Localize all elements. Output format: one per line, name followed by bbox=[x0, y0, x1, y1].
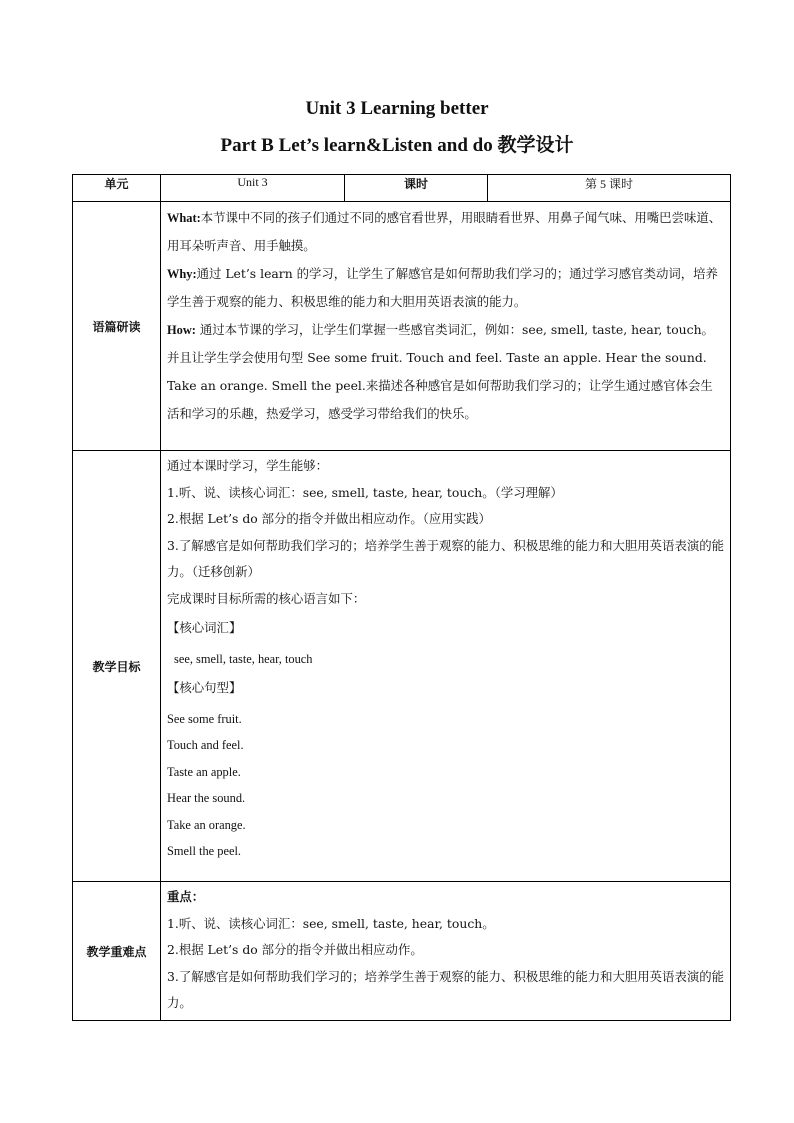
key-points-content bbox=[161, 882, 731, 1021]
why-tag: Why: bbox=[167, 267, 197, 281]
sentence-heading: 【核心句型】 bbox=[167, 680, 242, 695]
key-points-row bbox=[73, 882, 731, 1021]
sentence-4: Hear the sound. bbox=[167, 791, 246, 805]
how-tag: How: bbox=[167, 323, 196, 337]
what-text: 本节课中不同的孩子们通过不同的感官看世界，用眼睛看世界、用鼻子闻气味、用嘴巴尝味道、用耳朵听声音、用手触摸。 bbox=[167, 210, 722, 253]
why-paragraph bbox=[167, 260, 724, 316]
objective-item-3: 3.了解感官是如何帮助我们学习的；培养学生善于观察的能力、积极思维的能力和大胆用英语表演的能力。（迁移创新） bbox=[167, 537, 725, 579]
document-subtitle: Part B Let’s learn&Listen and do 教学设计 bbox=[220, 135, 574, 156]
how-text: 通过本节课的学习，让学生们掌握一些感官类词汇，例如：see, smell, taste, hear, touch。并且让学生学会使用句型 See some fruit. Touch and feel. Taste an apple. Hear the sound. Take an orange. Smell the peel.来描述各种感官是如何帮助我们学习的；让学生通过感官体会生活和学习的乐趣，热爱学习，感受学习带给我们的快乐。 bbox=[167, 322, 714, 421]
analysis-content bbox=[161, 202, 731, 451]
why-text: 通过 Let’s learn 的学习，让学生了解感官是如何帮助我们学习的；通过学习感官类动词，培养学生善于观察的能力、积极思维的能力和大胆用英语表演的能力。 bbox=[167, 266, 718, 309]
unit-label: 单元 bbox=[73, 175, 161, 202]
objective-item-2: 2.根据 Let’s do 部分的指令并做出相应动作。（应用实践） bbox=[167, 511, 491, 526]
key-point-2: 2.根据 Let’s do 部分的指令并做出相应动作。 bbox=[167, 942, 423, 957]
key-points-label: 教学重难点 bbox=[73, 882, 161, 1021]
objectives-row bbox=[73, 451, 731, 882]
vocab-list: see, smell, taste, hear, touch bbox=[174, 651, 313, 666]
sentence-2: Touch and feel. bbox=[167, 738, 244, 752]
what-tag: What: bbox=[167, 211, 201, 225]
analysis-label: 语篇研读 bbox=[73, 202, 161, 451]
sentence-6: Smell the peel. bbox=[167, 844, 241, 858]
lesson-label: 课时 bbox=[345, 175, 488, 202]
core-language-intro: 完成课时目标所需的核心语言如下： bbox=[167, 590, 366, 606]
objectives-intro: 通过本课时学习，学生能够： bbox=[167, 458, 329, 473]
sentence-3: Taste an apple. bbox=[167, 764, 241, 779]
sentence-1: See some fruit. bbox=[167, 711, 242, 726]
key-point-3: 3.了解感官是如何帮助我们学习的；培养学生善于观察的能力、积极思维的能力和大胆用英语表演的能力。 bbox=[167, 968, 725, 1010]
key-points-heading: 重点： bbox=[167, 889, 205, 904]
unit-value: Unit 3 bbox=[161, 175, 345, 202]
lesson-plan-table bbox=[72, 174, 731, 1021]
lesson-value: 第 5 课时 bbox=[488, 175, 731, 202]
objective-item-1: 1.听、说、读核心词汇：see, smell, taste, hear, touch。（学习理解） bbox=[167, 484, 563, 500]
vocab-heading: 【核心词汇】 bbox=[167, 620, 242, 635]
key-point-1: 1.听、说、读核心词汇：see, smell, taste, hear, touch。 bbox=[167, 915, 495, 931]
how-paragraph bbox=[167, 316, 724, 428]
objectives-label: 教学目标 bbox=[73, 451, 161, 882]
document-title: Unit 3 Learning better bbox=[305, 98, 489, 119]
header-row bbox=[73, 175, 731, 202]
sentence-5: Take an orange. bbox=[167, 817, 246, 832]
objectives-content bbox=[161, 451, 731, 882]
what-paragraph bbox=[167, 204, 724, 260]
analysis-row bbox=[73, 202, 731, 451]
